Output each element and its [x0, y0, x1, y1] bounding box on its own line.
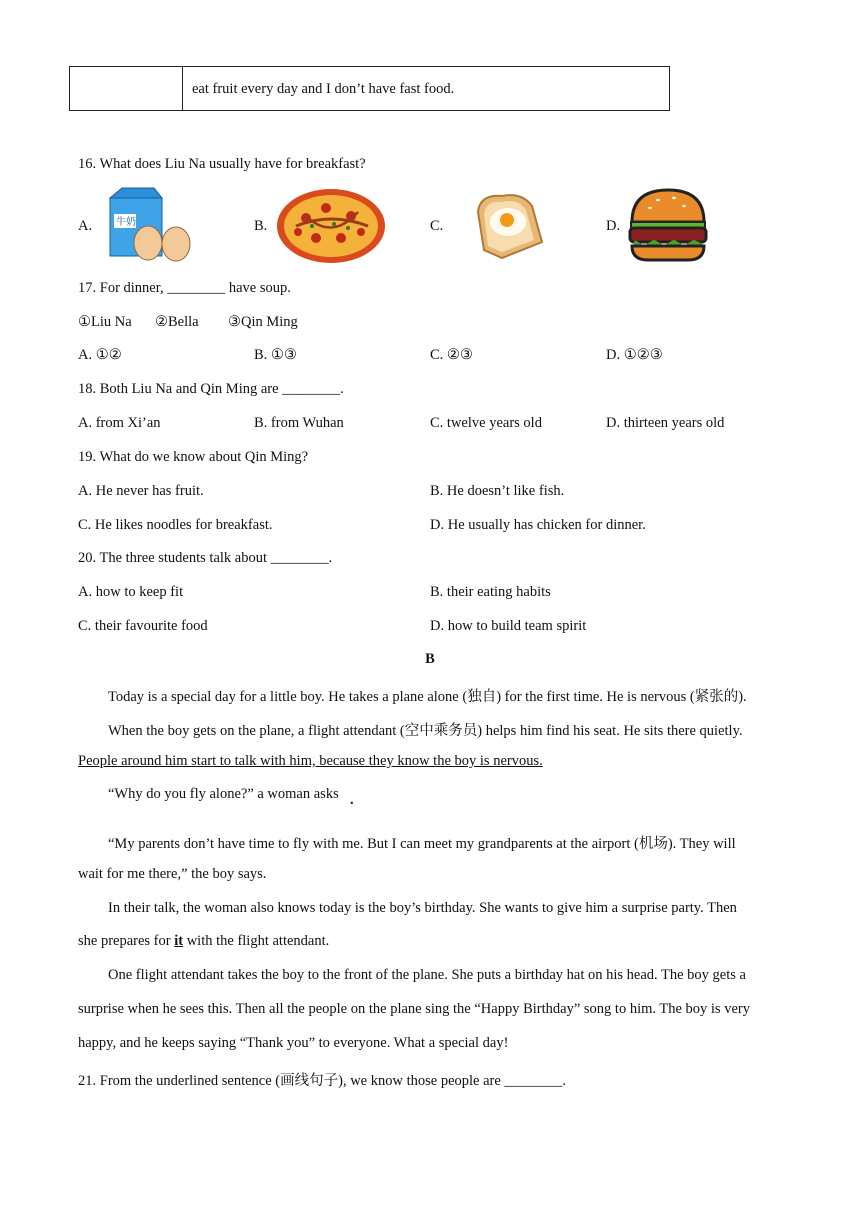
q18-option-b: B. from Wuhan [254, 415, 344, 431]
q20-option-d: D. how to build team spirit [430, 618, 587, 634]
q20-option-a: A. how to keep fit [78, 584, 184, 600]
q20-question: 20. The three students talk about ________. [78, 550, 333, 566]
pizza-icon [276, 188, 386, 264]
q19-option-c: C. He likes noodles for breakfast. [78, 517, 273, 533]
q18-option-a: A. from Xi’an [78, 415, 161, 431]
table-divider [182, 67, 183, 110]
passage-b-paragraph-6-line-3: happy, and he keeps saying “Thank you” to everyone. What a special day! [78, 1035, 509, 1051]
answer-table-row [69, 66, 670, 111]
q19-option-d: D. He usually has chicken for dinner. [430, 517, 646, 533]
passage-b-paragraph-5-line-1: In their talk, the woman also knows today is the boy’s birthday. She wants to give him a surprise party. Then [108, 900, 737, 916]
passage-b-paragraph-4-line-1: “My parents don’t have time to fly with me. But I can meet my grandparents at the airport (机场). They will [108, 836, 736, 852]
q16-question: 16. What does Liu Na usually have for breakfast? [78, 156, 366, 172]
q17-person-1: ①Liu Na [78, 314, 132, 330]
passage-b-paragraph-3: “Why do you fly alone?” a woman asks [108, 786, 339, 802]
passage-b-heading: B [425, 651, 435, 667]
passage-b-paragraph-1: Today is a special day for a little boy. He takes a plane alone (独自) for the first time. He is nervous (紧张的). [108, 689, 747, 705]
milk-and-eggs-icon [96, 186, 196, 266]
q19-option-b: B. He doesn’t like fish. [430, 483, 565, 499]
q16-option-c-label: C. [430, 218, 444, 234]
toast-with-egg-icon [472, 190, 546, 262]
bold-underlined-it: it [174, 933, 184, 949]
underlined-sentence: People around him start to talk with him, because they know the boy is nervous. [78, 753, 543, 769]
q21-question: 21. From the underlined sentence (画线句子), we know those people are ________. [78, 1073, 567, 1089]
q17-option-b: B. ①③ [254, 347, 297, 363]
milk-box-label: 牛奶 [116, 217, 136, 228]
q17-person-3: ③Qin Ming [228, 314, 298, 330]
stray-dot: . [350, 792, 354, 808]
passage-b-paragraph-4-line-2: wait for me there,” the boy says. [78, 866, 267, 882]
q20-option-b: B. their eating habits [430, 584, 551, 600]
table-cell-text: eat fruit every day and I don’t have fast food. [192, 81, 455, 97]
passage-b-paragraph-6-line-2: surprise when he sees this. Then all the people on the plane sing the “Happy Birthday” song to him. The boy is very [78, 1001, 750, 1017]
q17-question: 17. For dinner, ________ have soup. [78, 280, 291, 296]
q19-question: 19. What do we know about Qin Ming? [78, 449, 309, 465]
hamburger-icon [628, 188, 708, 262]
q18-question: 18. Both Liu Na and Qin Ming are ________. [78, 381, 344, 397]
q17-option-d: D. ①②③ [606, 347, 663, 363]
q18-option-c: C. twelve years old [430, 415, 542, 431]
q17-option-a: A. ①② [78, 347, 122, 363]
passage-b-paragraph-5-line-2 [78, 933, 329, 950]
p5-line2-pre: she prepares for [78, 933, 175, 949]
q17-option-c: C. ②③ [430, 347, 473, 363]
q16-option-b-label: B. [254, 218, 268, 234]
q19-option-a: A. He never has fruit. [78, 483, 204, 499]
q20-option-c: C. their favourite food [78, 618, 208, 634]
p5-line2-post: with the flight attendant. [183, 933, 330, 949]
passage-b-paragraph-6-line-1: One flight attendant takes the boy to the front of the plane. She puts a birthday hat on his head. The boy gets a [108, 967, 746, 983]
q17-person-2: ②Bella [155, 314, 199, 330]
passage-b-paragraph-2-line-1: When the boy gets on the plane, a flight attendant (空中乘务员) helps him find his seat. He sits there quietly. [108, 723, 743, 739]
q18-option-d: D. thirteen years old [606, 415, 725, 431]
q16-option-a-label: A. [78, 218, 93, 234]
q16-option-d-label: D. [606, 218, 621, 234]
